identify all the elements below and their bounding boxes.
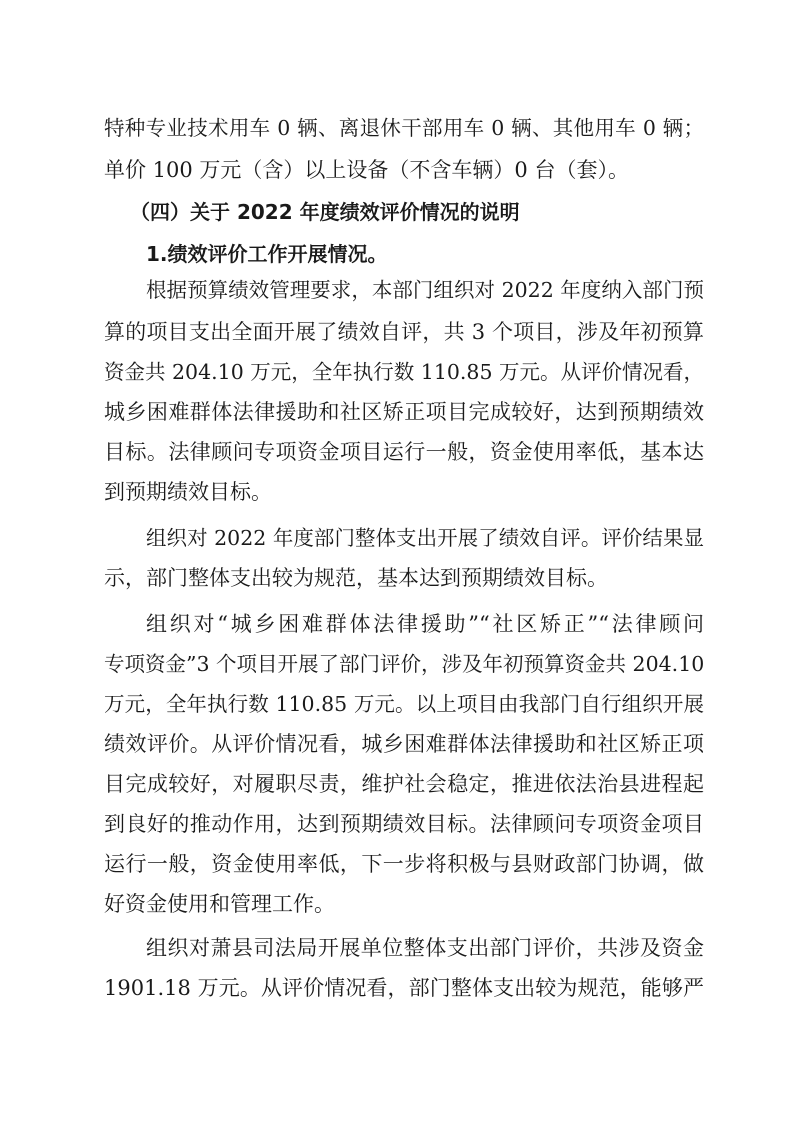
body-text-line: 好资金使用和管理工作。: [104, 892, 335, 916]
subsection-heading: 1.绩效评价工作开展情况。: [146, 242, 388, 266]
body-text-line: 目完成较好，对履职尽责，维护社会稳定，推进依法治县进程起: [104, 772, 704, 796]
body-text-line: 目标。法律顾问专项资金项目运行一般，资金使用率低，基本达: [104, 440, 704, 464]
body-text-line: 组织对 2022 年度部门整体支出开展了绩效自评。评价结果显: [146, 526, 704, 550]
body-text-line: 运行一般，资金使用率低，下一步将积极与县财政部门协调，做: [104, 852, 704, 876]
body-text-line: 专项资金”3 个项目开展了部门评价，涉及年初预算资金共 204.10: [104, 652, 705, 676]
body-text-line: 根据预算绩效管理要求，本部门组织对 2022 年度纳入部门预: [146, 278, 704, 302]
body-text-line: 城乡困难群体法律援助和社区矫正项目完成较好，达到预期绩效: [104, 400, 704, 424]
section-heading: （四）关于 2022 年度绩效评价情况的说明: [130, 200, 520, 224]
body-text-line: 算的项目支出全面开展了绩效自评，共 3 个项目，涉及年初预算: [104, 320, 704, 344]
body-text-line: 示，部门整体支出较为规范，基本达到预期绩效目标。: [104, 566, 608, 590]
body-text-line: 1901.18 万元。从评价情况看，部门整体支出较为规范，能够严: [104, 976, 704, 1000]
body-text-line: 到预期绩效目标。: [104, 480, 272, 504]
body-text-line: 资金共 204.10 万元，全年执行数 110.85 万元。从评价情况看，: [104, 360, 705, 384]
body-text-line: 万元，全年执行数 110.85 万元。以上项目由我部门自行组织开展: [104, 692, 704, 716]
body-text-line: 单价 100 万元（含）以上设备（不含车辆）0 台（套）。: [104, 158, 629, 182]
body-text-line: 组织对萧县司法局开展单位整体支出部门评价，共涉及资金: [146, 936, 704, 960]
body-text-line: 绩效评价。从评价情况看，城乡困难群体法律援助和社区矫正项: [104, 732, 704, 756]
body-text-line: 组织对“城乡困难群体法律援助”“社区矫正”“法律顾问: [146, 612, 704, 636]
body-text-line: 到良好的推动作用，达到预期绩效目标。法律顾问专项资金项目: [104, 812, 704, 836]
body-text-line: 特种专业技术用车 0 辆、离退休干部用车 0 辆、其他用车 0 辆；: [104, 116, 704, 140]
